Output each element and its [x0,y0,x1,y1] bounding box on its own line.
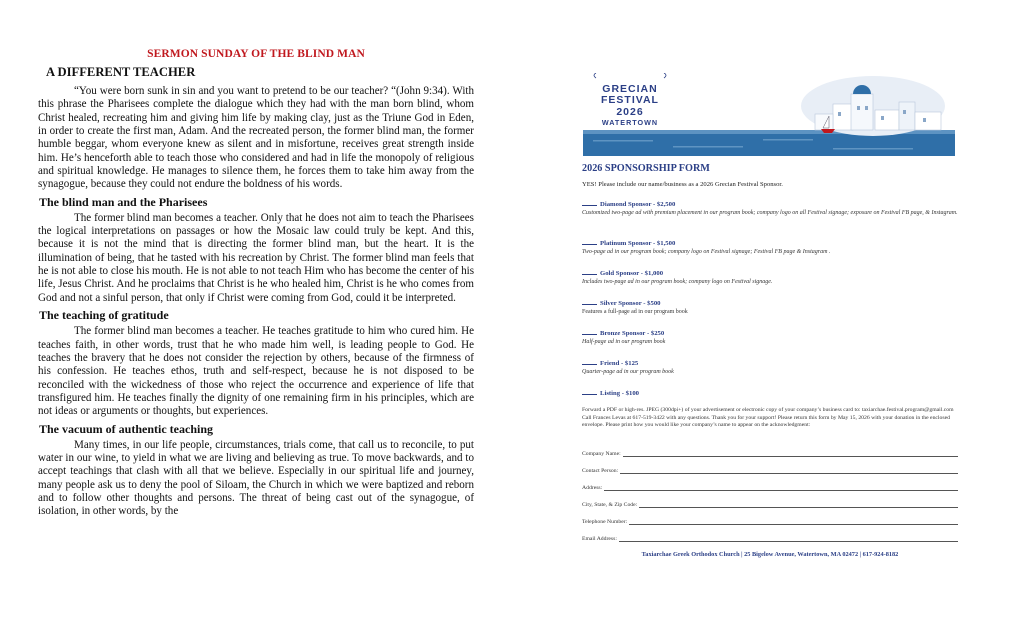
sermon-subtitle: A DIFFERENT TEACHER [46,65,196,79]
contact-person-field[interactable]: Contact Person: [582,468,958,474]
logo-line-2: FESTIVAL [601,94,659,106]
company-name-field[interactable]: Company Name: [582,451,958,457]
sponsor-desc: Half-page ad in our program book [582,339,666,345]
section-heading: The teaching of gratitude [39,308,169,323]
fill-line[interactable] [623,451,958,457]
sermon-page [38,48,474,522]
section-paragraph: The former blind man becomes a teacher. Only that he does not aim to teach the Pharisees the logical interpretations on passages or how the Mosaic law could truly be kept. And this, because it is not the mind that is directing the former blind man, but the heart. It is the illumination of being, that he tasted with his recreation by Christ. The former blind man feels that he is not able to close his mouth. He is not able to not teach Him who has become the center of his life, Jesus Christ. And he proclaims that Christ is he who healed him, Christ is he who comes from God and not a sinful person, that only if Christ were coming from God, could it be interpreted. [38,211,474,304]
sponsor-level-gold[interactable]: Gold Sponsor - $1,000 [582,270,663,277]
sponsor-desc: Includes two-page ad in our program book; company logo on Festival signage. [582,279,773,285]
checkbox-blank[interactable] [582,244,597,245]
checkbox-blank[interactable] [582,304,597,305]
sponsor-level-friend[interactable]: Friend - $125 [582,360,638,367]
sponsor-level-bronze[interactable]: Bronze Sponsor - $250 [582,330,664,337]
logo-year: 2026 [616,106,644,118]
city-state-zip-field[interactable]: City, State, & Zip Code: [582,502,958,508]
sponsor-level-listing[interactable]: Listing - $100 [582,390,639,397]
checkbox-blank[interactable] [582,205,597,206]
checkbox-blank[interactable] [582,364,597,365]
sponsor-desc: Quarter-page ad in our program book [582,369,674,375]
sermon-title: SERMON SUNDAY OF THE BLIND MAN [147,48,365,60]
section-paragraph: Many times, in our life people, circumstances, trials come, that call us to reconcile, to put water in our wine, to yield in what we are living and believing as true. To move backwards, and to accept teachings that clash with all that we believe. Especially in our spiritual life and journey, many people ask us to deny the pool of Siloam, the Church in which we were baptized and reborn and to follow other thoughts and persons. The threat of being cast out of the synagogue, of isolation, in other words, by the [38,438,474,518]
sponsor-desc: Features a full-page ad in our program book [582,309,688,315]
logo-line-1: GRECIAN [602,83,658,95]
checkbox-blank[interactable] [582,334,597,335]
sponsor-desc: Customized two-page ad with premium placement in our program book; company logo on all Festival signage; exposure on Festival FB page, & Instagram. [582,210,958,216]
section-heading: The blind man and the Pharisees [39,194,208,209]
checkbox-blank[interactable] [582,394,597,395]
fill-line[interactable] [619,536,958,542]
sponsor-level-platinum[interactable]: Platinum Sponsor - $1,500 [582,240,675,247]
section-paragraph: The former blind man becomes a teacher. He teaches gratitude to him who cured him. He teaches faith, in other words, trust that he who made him well, is leading people to God. He teaches the bravery that he does not consider the rejection by others, because of the firmness of his confession. He teaches ethos, truth and self-respect, because he is not disposed to be reconciled with the wickedness of those who reject the occurrence and experience of life that transfigured him. He teaches finally the dignity of one remaining firm in his principles, which are not ideas or arguments or thoughts, but experiences. [38,325,474,418]
forward-instructions: Forward a PDF or high-res. JPEG (300dpi+) of your advertisement or electronic copy of your company’s business card to: taxiarchae.festival.program@gmail.com Call Frances Levas at 617-519-3422 with any questions. Thank you for your support! Please return this form by May 15, 2026 with your donation in the enclosed envelope. Please print how you would like your company’s name to appear on the acknowledgment: [582,407,954,429]
section-heading: The vacuum of authentic teaching [39,421,213,436]
fill-line[interactable] [639,502,958,508]
fill-line[interactable] [620,468,958,474]
telephone-field[interactable]: Telephone Number: [582,519,958,525]
form-intro: YES! Please include our name/business as a 2026 Grecian Festival Sponsor. [582,181,783,188]
fill-line[interactable] [629,519,958,525]
fill-line[interactable] [604,485,958,491]
church-footer: Taxiarchae Greek Orthodox Church | 25 Bigelow Avenue, Watertown, MA 02472 | 617-924-8182 [641,551,899,558]
sponsor-level-silver[interactable]: Silver Sponsor - $500 [582,300,661,307]
festival-logo [590,66,670,127]
sponsor-level-diamond[interactable]: Diamond Sponsor - $2,500 [582,201,675,208]
sponsor-desc: Two-page ad in our program book; company logo on Festival signage; Festival FB page & Instagram . [582,249,831,255]
checkbox-blank[interactable] [582,274,597,275]
address-field[interactable]: Address: [582,485,958,491]
email-field[interactable]: Email Address: [582,536,958,542]
sermon-intro-paragraph: “You were born sunk in sin and you want to pretend to be our teacher? “(John 9:34). With this phrase the Pharisees complete the dialogue which they had with the man born blind, whom Christ healed, recreating him and giving him life by making clay, just as the Triune God in Eden, in order to create the first man, Adam. And the recreated person, the former blind man, the former humble beggar, whom everyone knew as silent and in misfortune, receives great strength inside him. He’s henceforth able to teach those who considered and had in life the monopoly of religious and spiritual knowledge. He manages to silence them, he forces them to take him away from the synagogue, because they could not endure the boldness of his words. [38,85,474,191]
laurel-wreath-icon [590,73,670,79]
form-title: 2026 SPONSORSHIP FORM [582,163,710,174]
logo-location: WATERTOWN [601,118,659,127]
